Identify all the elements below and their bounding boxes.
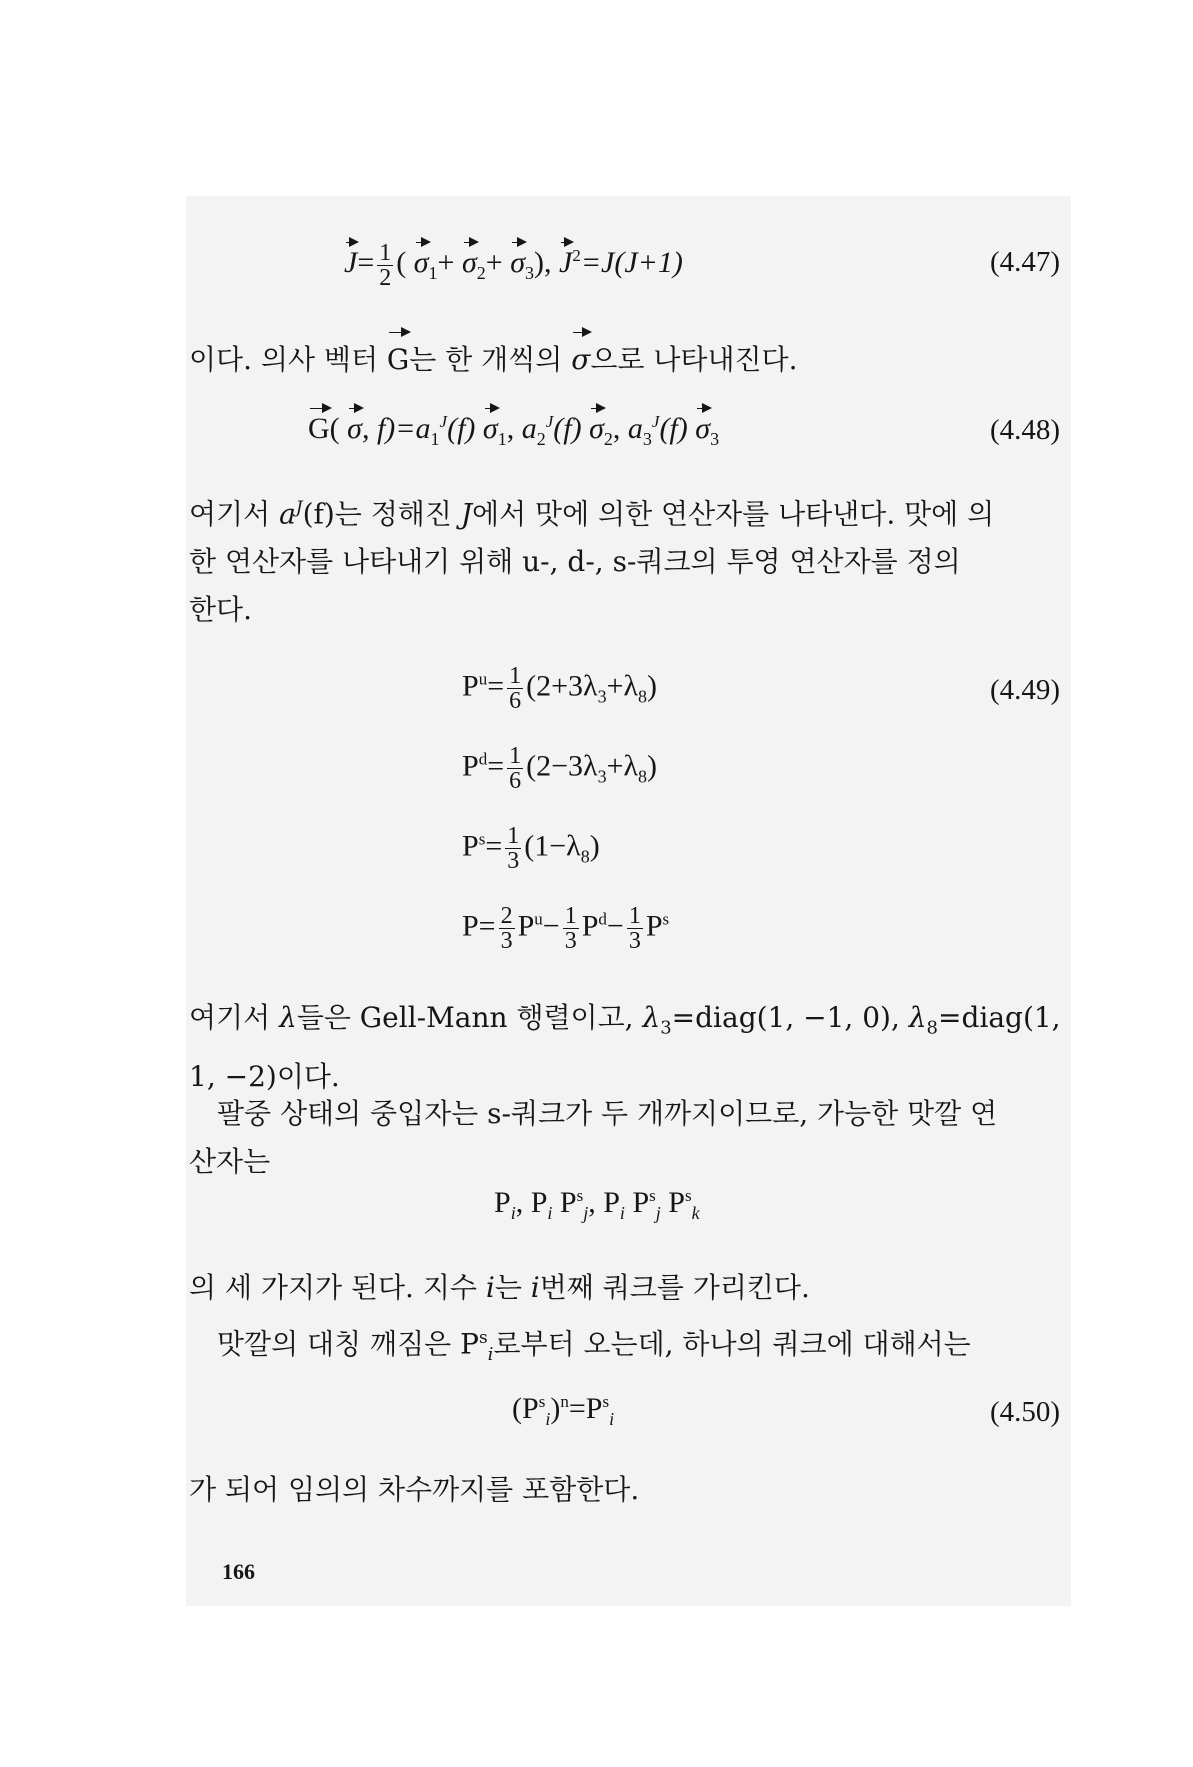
vector-sigma-2: σ [462, 236, 477, 280]
page-number: 166 [222, 1559, 255, 1584]
equation-4-47: J= $\frac{1}{2}$ ( $\sigma_1+ \sigma_2+ \sigma_3$), $J^2=J(J+1)$ [344, 236, 683, 290]
vector-sigma: σ [347, 402, 362, 446]
vector-g: G [308, 402, 330, 446]
paragraph-flavor-operator [189, 484, 994, 634]
vector-sigma-3: σ [695, 402, 710, 446]
paragraph-index: 의 세 가지가 된다. 지수 i는 i번째 쿼크를 가리킨다. [189, 1271, 810, 1304]
equation-p-s: $P^s=$ $\frac{1}{3}$ $(1-\lambda_8)$ [462, 823, 600, 874]
equation-4-48: G( σ, $f)=a_1^J(f)$ $\sigma_1$, $a_2^J(f)$ $\sigma_2$, $a_3^J(f)$ $\sigma_3$ [308, 402, 719, 450]
paragraph-arbitrary-order: 가 되어 임의의 차수까지를 포함한다. [189, 1473, 640, 1506]
line-2: 산자는 [189, 1145, 271, 1178]
line-1: 팔중 상태의 중입자는 s-쿼크가 두 개까지이므로, 가능한 맛깔 연 [217, 1097, 998, 1130]
line-1: 여기서 λ들은 Gell-Mann 행렬이고, $\lambda_3=diag(1$, −1, 0), $\lambda_8=diag(1$, [189, 1001, 1061, 1039]
equation-p-u: $P^u=$ $\frac{1}{6}$ $(2+3\lambda_3+\lambda_8)$ [462, 663, 658, 714]
paragraph-octet [189, 1090, 997, 1186]
equation-p: P= $\frac{2}{3}$ $P^u-$ $\frac{1}{3}$ $P^d-$ $\frac{1}{3}$ $P^s$ [462, 903, 670, 954]
equation-number-4-50: (4.50) [990, 1396, 1061, 1428]
vector-sigma-3: σ [510, 236, 525, 280]
vector-sigma-1: σ [483, 402, 498, 446]
line-3: 한다. [189, 593, 252, 627]
fraction: $\frac{2}{3}$ [500, 903, 513, 954]
vector-j-squared: J [559, 236, 572, 280]
paragraph-pseudo-vector: 이다. 의사 벡터 G는 한 개씩의 σ으로 나타내진다. [189, 326, 798, 384]
operator-list: $P_i$, $P_i$ $P^s_j$, $P_i$ $P^s_j$ $P^s_k$ [494, 1186, 700, 1223]
paragraph-symmetry-breaking: 맛깔의 대칭 깨짐은 $P^s_i$로부터 오는데, 하나의 쿼크에 대해서는 [217, 1327, 971, 1365]
equation-number-4-49: (4.49) [990, 674, 1061, 706]
fraction-half: $\frac{1}{2}$ [379, 239, 392, 291]
vector-sigma-1: σ [414, 236, 429, 280]
equation-number-4-48: (4.48) [990, 414, 1061, 446]
vector-g: G [387, 326, 409, 384]
paragraph-gell-mann [189, 994, 1061, 1101]
fraction: $\frac{1}{6}$ [509, 743, 522, 794]
line-1: 여기서 $a^J(f)$는 정해진 J에서 맛에 의한 연산자를 나타낸다. 맛에 의 [189, 497, 995, 531]
fraction: $\frac{1}{3}$ [564, 903, 577, 954]
fraction: $\frac{1}{3}$ [507, 823, 520, 874]
vector-j: J [344, 236, 357, 280]
line-2: 한 연산자를 나타내기 위해 u-, d-, s-쿼크의 투영 연산자를 정의 [189, 545, 961, 579]
equation-number-4-47: (4.47) [990, 246, 1061, 278]
line-2: 1, −2)이다. [189, 1059, 340, 1093]
vector-sigma-2: σ [589, 402, 604, 446]
fraction: $\frac{1}{3}$ [628, 903, 641, 954]
vector-sigma: σ [571, 326, 590, 384]
equation-p-d: $P^d=$ $\frac{1}{6}$ $(2-3\lambda_3+\lambda_8)$ [462, 743, 658, 794]
fraction: $\frac{1}{6}$ [509, 663, 522, 714]
equation-4-50: $(P^s_i)^n=P^s_i$ [512, 1392, 615, 1429]
